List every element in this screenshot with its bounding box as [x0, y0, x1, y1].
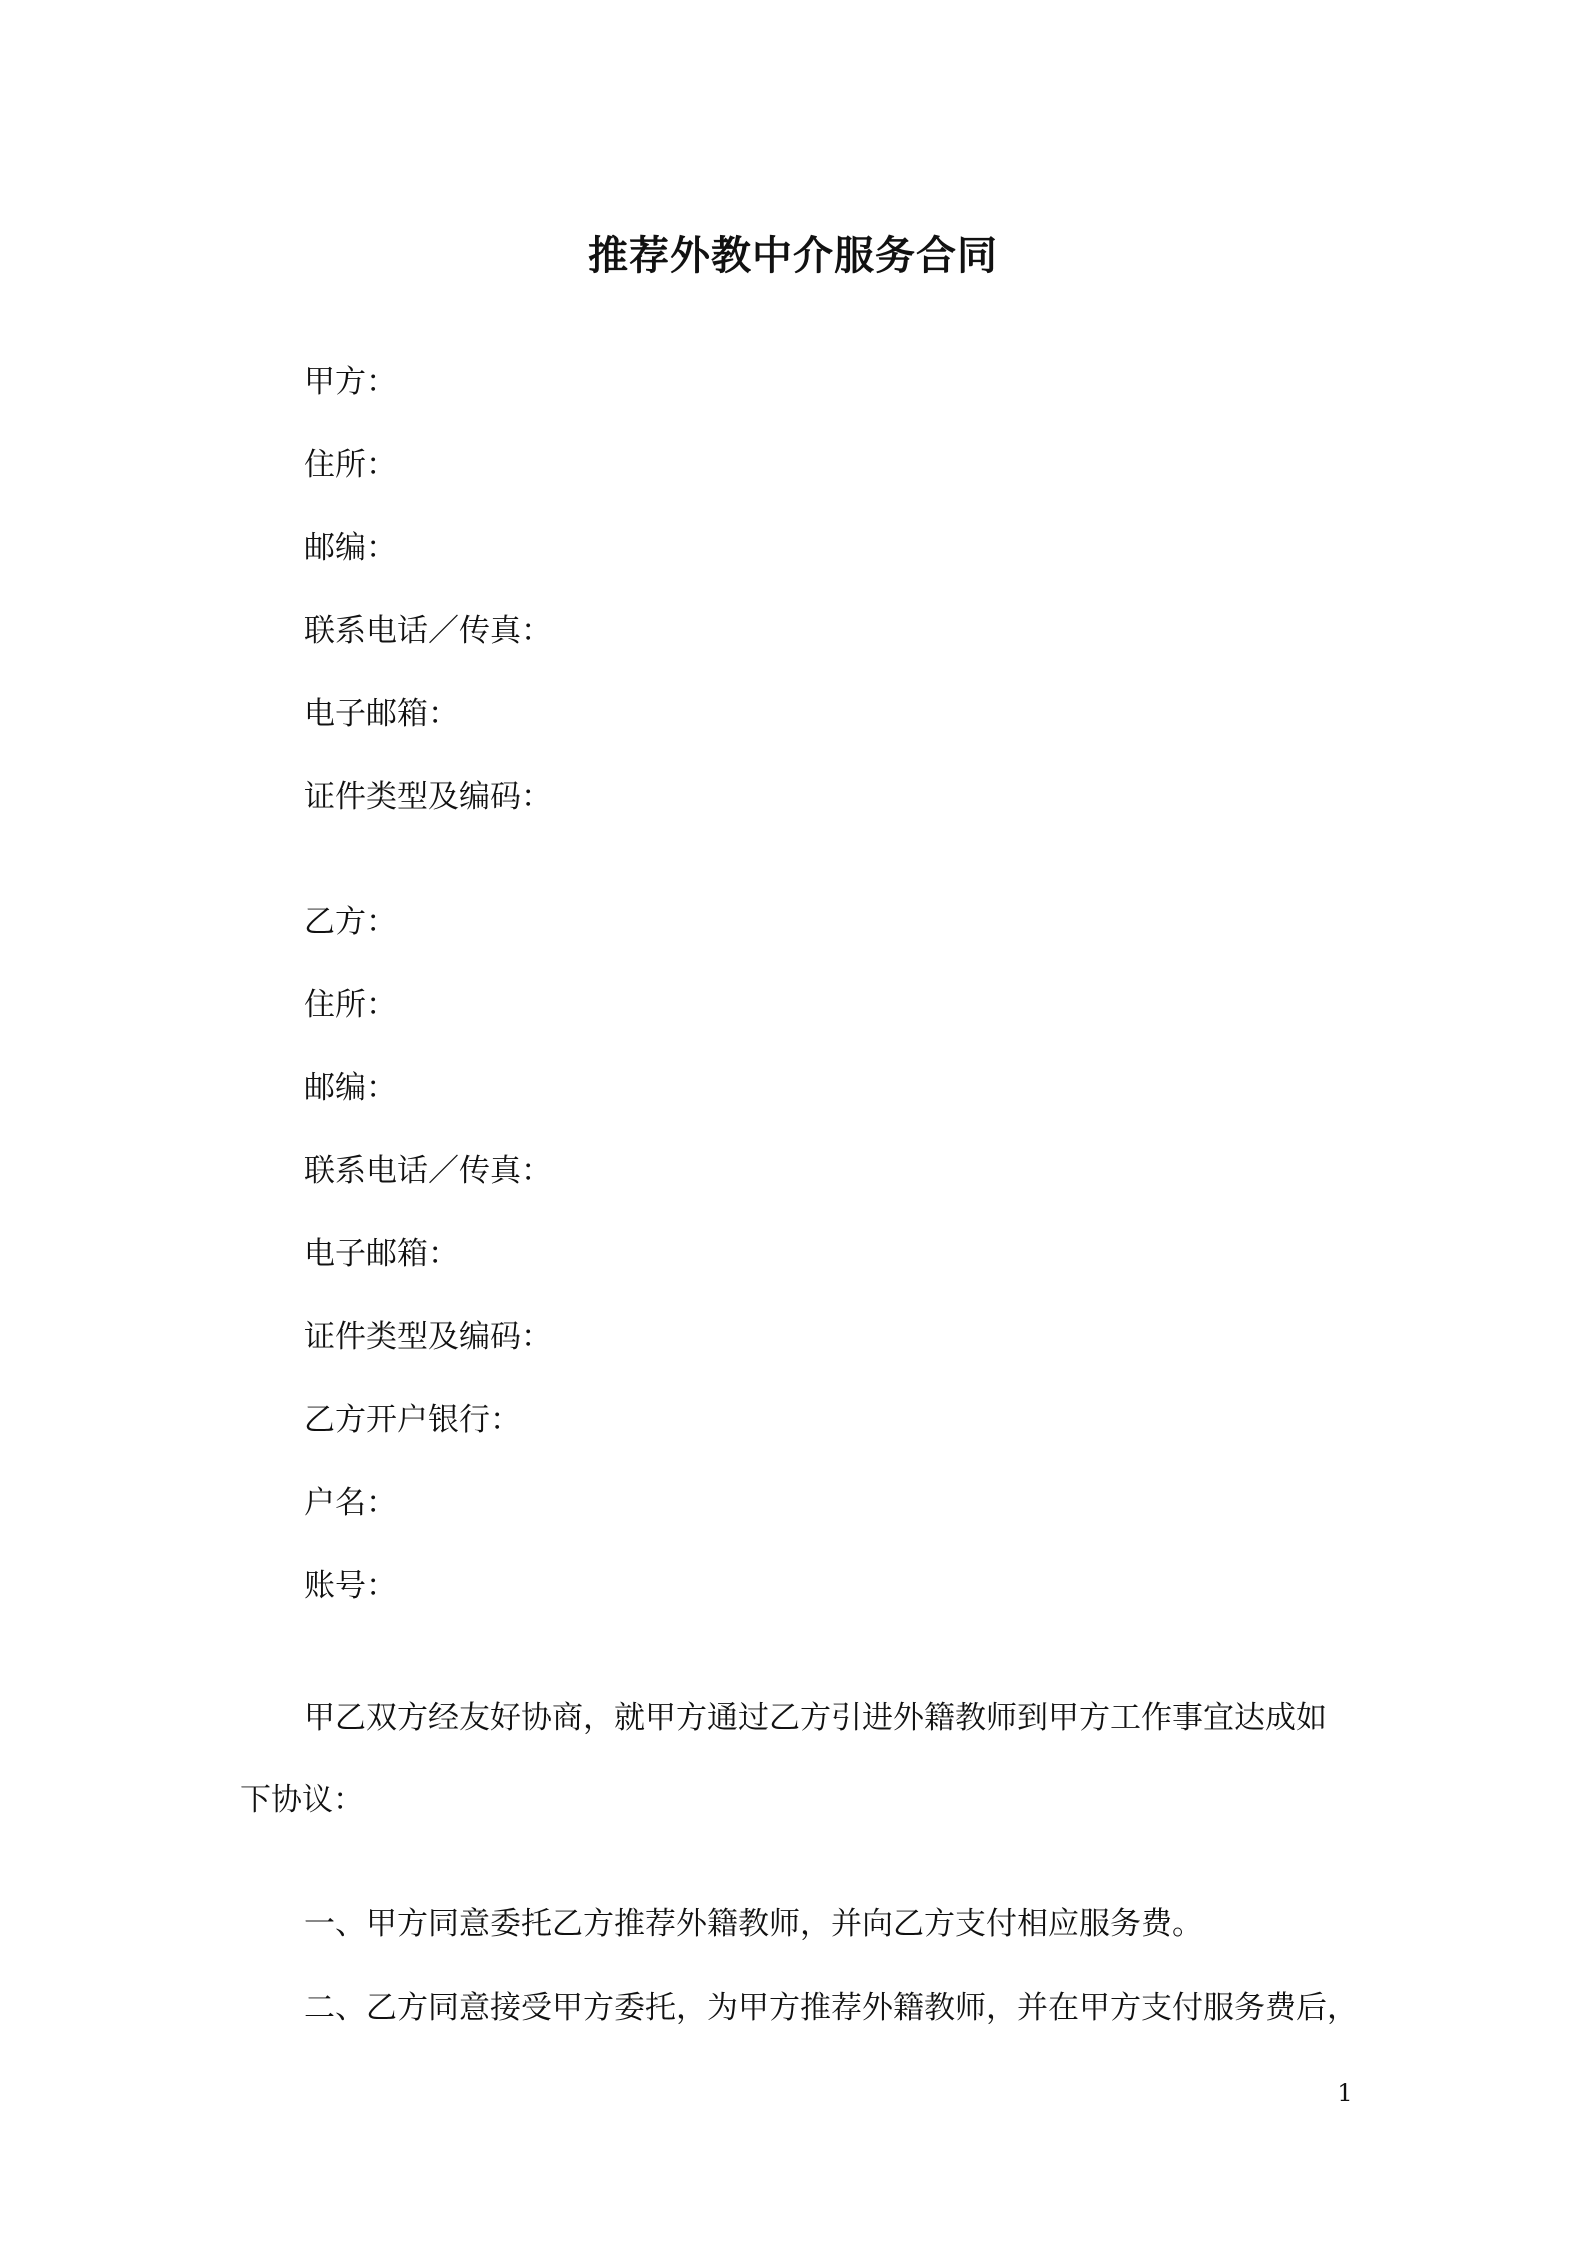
party-b-address-label: 住所： — [304, 987, 397, 1023]
party-a-address-label: 住所： — [304, 447, 397, 483]
party-b-postcode-label: 邮编： — [304, 1070, 397, 1106]
page-number: 1 — [1337, 2079, 1353, 2107]
clause-1: 一、甲方同意委托乙方推荐外籍教师，并向乙方支付相应服务费。 — [304, 1906, 1203, 1942]
party-a-email-label: 电子邮箱： — [304, 696, 459, 732]
party-b-bank-label: 乙方开户银行： — [304, 1402, 521, 1438]
document-title: 推荐外教中介服务合同 — [588, 233, 998, 279]
party-b-name-label: 乙方： — [304, 904, 397, 940]
preamble-line-1: 甲乙双方经友好协商，就甲方通过乙方引进外籍教师到甲方工作事宜达成如 — [304, 1700, 1327, 1736]
party-a-name-label: 甲方： — [304, 364, 397, 400]
party-a-id-type-label: 证件类型及编码： — [304, 779, 552, 815]
party-b-account-name-label: 户名： — [304, 1485, 397, 1521]
party-b-phone-fax-label: 联系电话／传真： — [304, 1153, 552, 1189]
party-b-id-type-label: 证件类型及编码： — [304, 1319, 552, 1355]
party-a-postcode-label: 邮编： — [304, 530, 397, 566]
party-b-account-number-label: 账号： — [304, 1568, 397, 1604]
party-b-email-label: 电子邮箱： — [304, 1236, 459, 1272]
preamble-line-2: 下协议： — [240, 1782, 364, 1818]
party-a-phone-fax-label: 联系电话／传真： — [304, 613, 552, 649]
clause-2: 二、乙方同意接受甲方委托，为甲方推荐外籍教师，并在甲方支付服务费后， — [304, 1990, 1358, 2026]
